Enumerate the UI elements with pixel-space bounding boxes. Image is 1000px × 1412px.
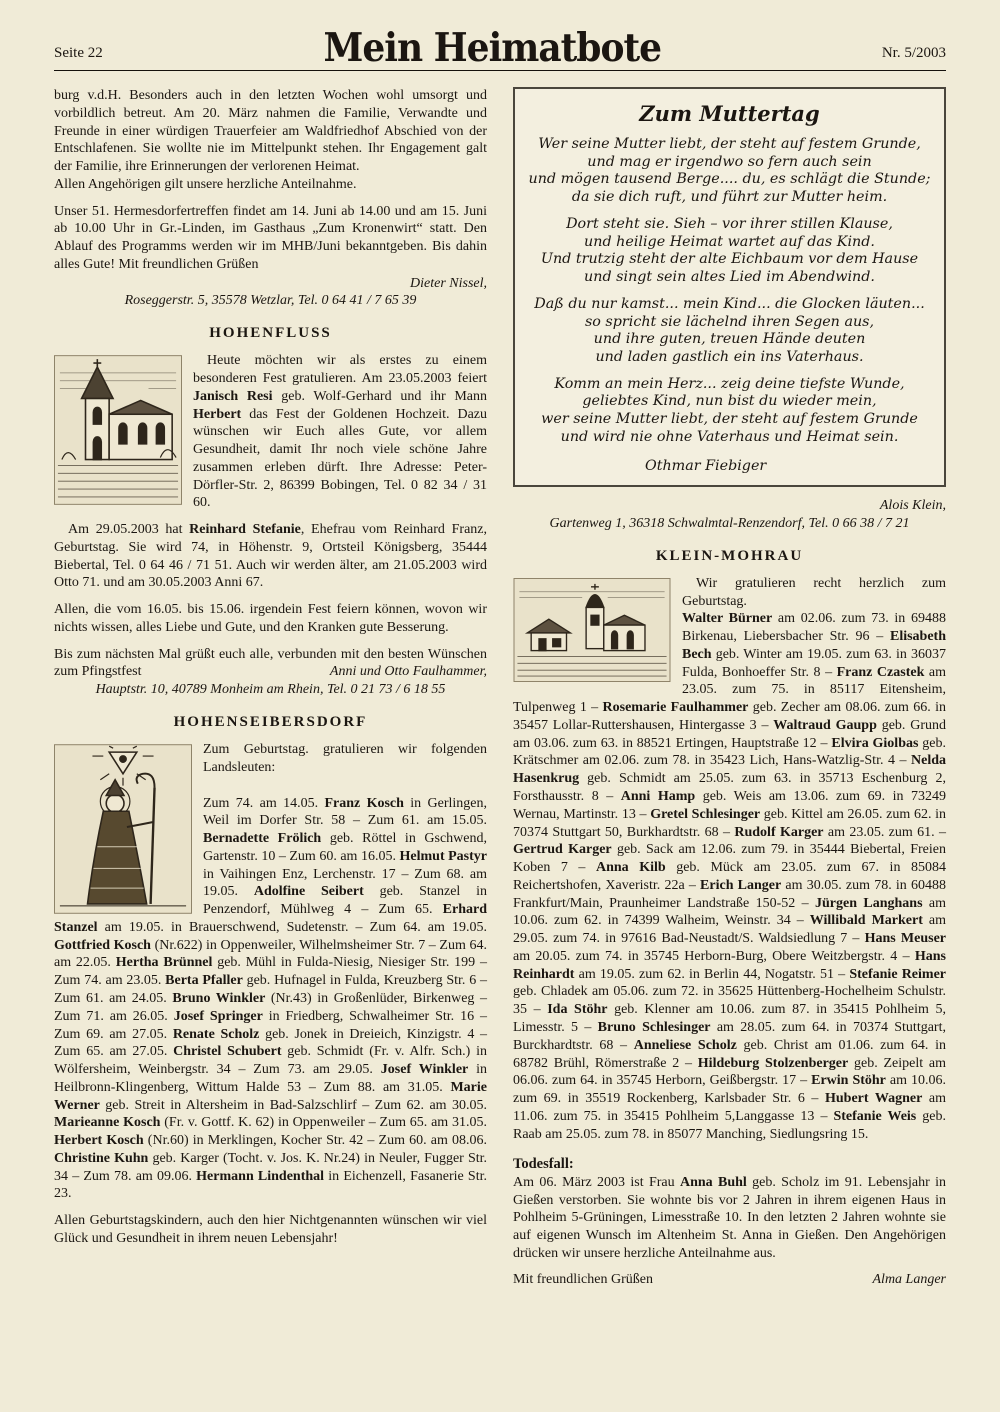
hohenfluss-section bbox=[54, 352, 487, 512]
saint-woodcut-illustration bbox=[54, 744, 192, 914]
condolence-text: Allen Angehörigen gilt unsere herzliche Anteilnahme. bbox=[54, 176, 357, 192]
todesfall-heading: Todesfall: bbox=[513, 1156, 574, 1173]
birthday-list-hohenseibersdorf: Zum 74. am 14.05. Franz Kosch in Gerlingen, Weil im Dorfer Str. 58 – Zum 61. am 15.05. Bernadette Frölich geb. Röttel in Gschwend, Gartenstr. 10 – Zum 60. am 16.05. Helmut Pastyr in Vaihingen Enz, Lerchenstr. 17 – Zum 68. am 19.05. Adolfine Seibert geb. Stanzel in Penzendorf, Mühlweg 4 – Zum 65. Erhard Stanzel am 19.05. in Brauerschwend, Sudetenstr. – Zum 64. am 19.05. Gottfried Kosch (Nr.622) in Oppenweiler, Wilhelmsheimer Str. 7 – Zum 64. am 22.05. Hertha Brünnel geb. Mühl in Fulda-Niesig, Niesiger Str. 199 – Zum 74. am 23.05. Berta Pfaller geb. Hufnagel in Fulda, Kreuzberg Str. 6 – Zum 61. am 24.05. Bruno Winkler (Nr.43) in Großenlüder, Birkenweg – Zum 71. am 26.05. Josef Springer in Friedberg, Schwalheimer Str. 16 – Zum 69. am 27.05. Renate Scholz geb. Jonek in Dreieich, Kinzigstr. 4 – Zum 65. am 27.05. Christel Schubert geb. Schmidt (Fr. v. Alfr. Sch.) in Wölfersheim, Weinbergstr. 34 – Zum 73. am 29.05. Josef Winkler in Heilbronn-Klingenberg, Wittum Halde 53 – Zum 88. am 31.05. Marie Werner geb. Streit in Altersheim in Bad-Salzschlirf – Zum 62. am 30.05. Marieanne Kosch (Fr. v. Gottf. K. 62) in Oppenweiler – Zum 65. am 31.05. Herbert Kosch (Nr.60) in Merklingen, Kocher Str. 42 – Zum 60. am 08.06. Christine Kuhn geb. Karger (Tocht. v. Jos. K. Nr.24) in Neuler, Fugger Str. 34 – Zum 78. am 09.06. Hermann Lindenthal in Eichenzell, Fasanerie Str. 23. bbox=[54, 795, 488, 1202]
church-woodcut-illustration bbox=[54, 355, 182, 505]
obituary-continuation-text: burg v.d.H. Besonders auch in den letzten Wochen wohl umsorgt und vorbildlich betreut. Am 20. März nahmen die Familie, Verwandte und Freunde in einer würdigen Trauerfeier am Waldfriedhof Abschied von der Entschlafenen. Sie wollte nie im Mittelpunkt stehen. Ihr Engagement galt der Familie, ihre Erinnerungen der verlorenen Heimat. bbox=[54, 88, 487, 175]
poem-line: Und trutzig steht der alte Eichbaum vor dem Hause bbox=[540, 251, 919, 268]
page-number: Seite 22 bbox=[54, 45, 103, 61]
left-column bbox=[54, 87, 487, 1288]
birthday-list-intro: Zum Geburtstag. gratulieren wir folgenden Landsleuten: bbox=[203, 742, 487, 775]
poem-line: und mögen tausend Berge.... du, es schlägt die Stunde; bbox=[528, 171, 931, 188]
address-faulhammer: Hauptstr. 10, 40789 Monheim am Rhein, Tel. 0 21 73 / 6 18 55 bbox=[95, 682, 446, 698]
section-title-hohenseibersdorf: HOHENSEIBERSDORF bbox=[173, 714, 368, 731]
todesfall-text: Am 06. März 2003 ist Frau Anna Buhl geb. Scholz im 91. Lebensjahr in Gießen verstorben. Sie wohnte bis vor 2 Jahren in ihrem eigenen Haus in Pohlheim 5-Grüningen, Limesstraße 10. In den letzten 2 Jahren wohnte sie auf eigenen Wunsch im Altenheim St. Anna in Gießen. Den Angehörigen drücken wir unsere herzliche Anteilnahme aus. bbox=[513, 1174, 947, 1261]
address-dieter-nissel: Roseggerstr. 5, 35578 Wetzlar, Tel. 0 64 41 / 7 65 39 bbox=[124, 293, 417, 309]
hohenseibersdorf-section bbox=[54, 741, 487, 1203]
poem-stanza bbox=[523, 296, 936, 367]
address-alois-klein: Gartenweg 1, 36318 Schwalmtal-Renzendorf, Tel. 0 66 38 / 7 21 bbox=[549, 516, 910, 532]
poem-stanza bbox=[523, 136, 936, 207]
general-wishes-text: Allen, die vom 16.05. bis 15.06. irgendein Fest feiern können, wovon wir nichts wissen, alles Liebe und Gute, und den Kranken gute Besserung. bbox=[54, 602, 487, 635]
church-woodcut-svg bbox=[54, 355, 182, 505]
poem-line: und heilige Heimat wartet auf das Kind. bbox=[584, 233, 875, 250]
golden-wedding-text: Heute möchten wir als erstes zu einem besonderen Fest gratulieren. Am 23.05.2003 feiert Janisch Resi geb. Wolf-Gerhard und ihr Mann Herbert das Fest der Goldenen Hochzeit. Dazu wünschen wir Euch alles Gute, vor allem Gesundheit, damit Ihr noch viele schöne Jahre zusammen erleben dürft. Ihre Adresse: Peter-Dörfler-Str. 2, 86399 Bobingen, Tel. 0 82 34 / 31 60. bbox=[193, 353, 487, 511]
section-title-hohenfluss: HOHENFLUSS bbox=[209, 325, 332, 342]
section-title-klein-mohrau: KLEIN-MOHRAU bbox=[655, 547, 804, 564]
muttertag-poem-box bbox=[513, 87, 946, 487]
issue-number: Nr. 5/2003 bbox=[881, 45, 946, 61]
signature-alois-klein: Alois Klein, bbox=[879, 498, 946, 514]
poem-line: und singt sein altes Lied im Abendwind. bbox=[584, 269, 875, 286]
poem-line: geliebtes Kind, nun bist du wieder mein, bbox=[582, 393, 877, 410]
poem-line: und laden gastlich ein ins Vaterhaus. bbox=[595, 348, 864, 365]
poem-line: und ihre guten, treuen Hände deuten bbox=[593, 331, 866, 348]
village-woodcut-svg bbox=[513, 578, 671, 682]
poem-line: Daß du nur kamst... mein Kind... die Glocken läuten... bbox=[534, 295, 925, 312]
signature-faulhammer: Anni und Otto Faulhammer, bbox=[329, 664, 487, 680]
klein-mohrau-section bbox=[513, 575, 946, 1144]
poem-line: wer seine Mutter liebt, der steht auf festem Grunde bbox=[541, 411, 918, 428]
poem-line: da sie dich ruft, und führt zur Mutter heim. bbox=[571, 189, 888, 206]
right-column bbox=[513, 87, 946, 1288]
poem-line: und mag er irgendwo so fern auch sein bbox=[587, 153, 872, 170]
birthday-wishes-outro: Allen Geburtstagskindern, auch den hier Nichtgenannten wünschen wir viel Glück und Gesundheit in ihrem neuen Lebensjahr! bbox=[54, 1213, 487, 1246]
poem-line: und wird nie ohne Vaterhaus und Heimat sein. bbox=[560, 428, 899, 445]
poem-line: Komm an mein Herz... zeig deine tiefste Wunde, bbox=[554, 375, 905, 392]
birthday-stefanie-text: Am 29.05.2003 hat Reinhard Stefanie, Ehefrau vom Reinhard Franz, Geburtstag. Sie wird 74, in Höhenstr. 9, Ortsteil Königsberg, 35444 Biebertal, Tel. 0 64 46 / 71 51. Auch wir werden älter, am 21.05.2003 wird Otto 71. und am 30.05.2003 Anni 67. bbox=[54, 522, 487, 591]
birthday-list-klein-mohrau: Walter Bürner am 02.06. zum 73. in 69488 Birkenau, Liebersbacher Str. 96 – Elisabeth Bech geb. Winter am 19.05. zum 63. in 36037 Fulda, Bonhoeffer Str. 8 – Franz Czastek am 23.05. zum 75. in 85117 Eitensheim, Tulpenweg 1 – Rosemarie Faulhammer geb. Zecher am 08.06. zum 66. in 35457 Lollar-Ruttershausen, Hintergasse 3 – Waltraud Gaupp geb. Grund am 03.06. zum 63. in 88521 Ertingen, Hauptstraße 12 – Elvira Giolbas geb. Krätschmer am 02.06. zum 78. in 35423 Lich, Hans-Watzlig-Str. 4 – Nelda Hasenkrug geb. Schmidt am 25.05. zum 63. in 35713 Eschenburg 2, Forsthausstr. 8 – Anni Hamp geb. Weis am 13.06. zum 69. in 73249 Wernau, Martinstr. 13 – Gretel Schlesinger geb. Kittel am 26.05. zum 62. in 70374 Stuttgart 50, Burkhardtstr. 68 – Rudolf Karger am 23.05. zum 61. – Gertrud Karger geb. Sack am 12.06. zum 79. in 35444 Biebertal, Freien Koben 7 – Anna Kilb geb. Mück am 23.05. zum 67. in 85084 Reichertshofen, Xaveristr. 22a – Erich Langer am 30.05. zum 78. in 60488 Frankfurt/Main, Praunheimer Landstraße 150-52 – Jürgen Langhans am 10.06. zum 62. in 74399 Walheim, Weinstr. 34 – Willibald Markert am 29.05. zum 74. in 97616 Bad-Neustadt/S. Waldsiedlung 7 – Hans Meuser am 20.05. zum 74. in 35745 Herborn-Burg, Obere Weitzbergstr. 4 – Hans Reinhardt am 19.05. zum 62. in Berlin 44, Nogatstr. 51 – Stefanie Reimer geb. Chladek am 05.06. zum 72. in 35625 Hüttenberg-Hochelheim Schulstr. 35 – Ida Stöhr geb. Klenner am 10.06. zum 87. in 35415 Pohlheim 5, Limesstr. 5 – Bruno Schlesinger am 28.05. zum 64. in 70374 Stuttgart, Burckhardtstr. 68 – Anneliese Scholz geb. Christ am 01.06. zum 64. in 68782 Brühl, Römerstraße 2 – Hildeburg Stolzenberger geb. Zeipelt am 06.06. zum 64. in 35745 Herborn, Geißbergstr. 17 – Erwin Stöhr am 10.06. zum 69. in 35519 Rockenberg, Karlsbader Str. 6 – Hubert Wagner am 11.06. zum 75. in 35415 Pohlheim 5,Langgasse 13 – Stefanie Weis geb. Raab am 25.05. zum 78. in 85077 Manching, Siedlungsring 15. bbox=[513, 611, 947, 1142]
saint-woodcut-svg bbox=[54, 744, 192, 914]
page-header bbox=[54, 25, 946, 71]
klein-mohrau-intro: Wir gratulieren recht herzlich zum Geburtstag. bbox=[682, 575, 946, 609]
signature-alma-langer: Alma Langer bbox=[872, 1271, 946, 1287]
poem-line: Wer seine Mutter liebt, der steht auf festem Grunde, bbox=[538, 136, 921, 153]
closing-row bbox=[513, 1271, 946, 1289]
poem-title: Zum Muttertag bbox=[639, 101, 820, 126]
masthead-title: Mein Heimatbote bbox=[323, 25, 662, 71]
poem-line: so spricht sie lächelnd ihren Segen aus, bbox=[584, 313, 875, 330]
page-columns bbox=[54, 87, 946, 1288]
village-woodcut-illustration bbox=[513, 578, 671, 682]
meeting-announcement-text: Unser 51. Hermesdorfertreffen findet am 14. Juni ab 14.00 und am 15. Juni ab 10.00 Uhr in Gr.-Linden, im Gasthaus „Zum Kronenwirt“ statt. Den Ablauf des Programms werden wir im MHB/Juni bekanntgeben. Bis dahin alles Gute! Mit freundlichen Grüßen bbox=[54, 203, 487, 272]
pfingstfest-closing-paragraph bbox=[54, 646, 487, 682]
poem-author: Othmar Fiebiger bbox=[645, 457, 767, 474]
poem-stanza bbox=[523, 376, 936, 447]
pfingstfest-closing-text: Bis zum nächsten Mal grüßt euch alle, verbunden mit den besten Wünschen zum Pfingstfest bbox=[54, 646, 487, 680]
closing-greeting: Mit freundlichen Grüßen bbox=[513, 1271, 653, 1287]
poem-stanza bbox=[523, 216, 936, 287]
poem-line: Dort steht sie. Sieh – vor ihrer stillen Klause, bbox=[566, 215, 893, 232]
signature-dieter-nissel: Dieter Nissel, bbox=[410, 275, 487, 291]
